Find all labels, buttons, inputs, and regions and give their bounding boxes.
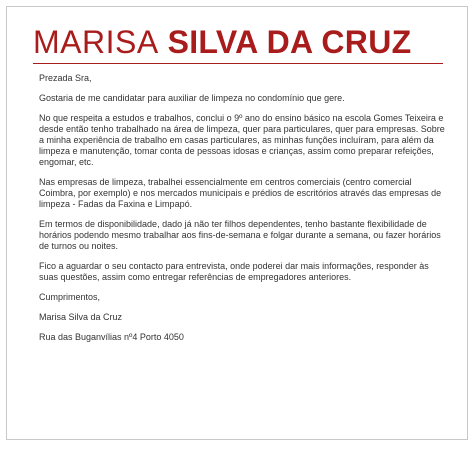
letter-header [33, 23, 411, 61]
paragraph-companies: Nas empresas de limpeza, trabalhei essencialmente em centros comerciais (centro comercial Coimbra, por exemplo) e nos mercados municipais e prédios de escritórios através das empresas de limpeza - Fadas da Faxina e Limpapó. [39, 177, 442, 209]
header-divider [33, 63, 443, 64]
greeting: Prezada Sra, [39, 73, 92, 83]
closing: Cumprimentos, [39, 292, 101, 302]
paragraph-education-experience: No que respeita a estudos e trabalhos, conclui o 9º ano do ensino básico na escola Gomes Teixeira e desde então tenho trabalhado na área de limpeza, quer para particulares, quer para empresas. Sobre a minha experiência de trabalho em casas particulares, as minhas funções incluíram, para além da limpeza e manutenção, tomar conta de pessoas idosas e crianças, assim como preparar refeições, engomar, etc. [39, 113, 445, 167]
header-last-name: SILVA DA CRUZ [167, 24, 412, 60]
signature-name: Marisa Silva da Cruz [39, 312, 123, 322]
letter-body [39, 73, 445, 352]
signature-address: Rua das Buganvílias nº4 Porto 4050 [39, 332, 184, 342]
paragraph-availability: Em termos de disponibilidade, dado já não ter filhos dependentes, tenho bastante flexibilidade de horários podendo mesmo trabalhar aos fins-de-semana e folgar durante a semana, ou fazer horários de turnos ou noites. [39, 219, 441, 251]
header-first-name: MARISA [33, 24, 159, 60]
paragraph-closing-request: Fico a aguardar o seu contacto para entrevista, onde poderei dar mais informações, responder às suas questões, assim como entregar referências de empregadores anteriores. [39, 261, 429, 282]
paragraph-intro: Gostaria de me candidatar para auxiliar de limpeza no condomínio que gere. [39, 93, 345, 103]
letter-page [6, 6, 468, 440]
